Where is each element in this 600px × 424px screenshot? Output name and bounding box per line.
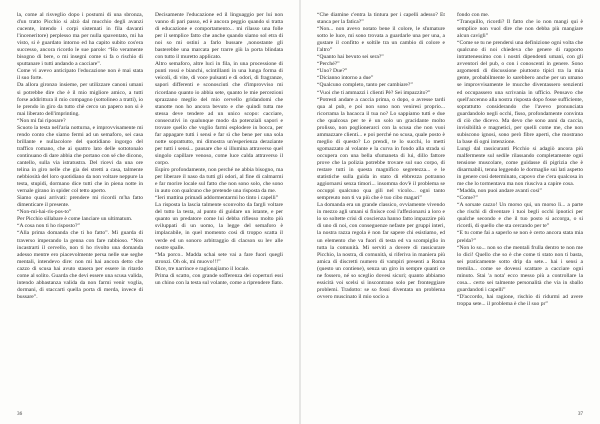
paragraph: “Come?”: [457, 195, 478, 202]
paragraph: “Che diamine c'entra la tintura per i capelli adesso? Et stanca per la fatica?”: [317, 12, 445, 26]
paragraph: “Potresti andare a caccia prima, o dopo, o avresse tardi qua al pub, e poi non sono non veniresi proprio... ricorrama la bacacca il tua no? Lo sappiamo tutti e due che qualcosa per te è un solo un gracidante molto prolisso, non poglionerarci con la scusa che non vuoi ammazzare clienti... e poi perché no scusa, quale posto è meglio di questo? Lo prendi, te lo succhi, lo metti sgomazzato al volante e la curva in fondo alla strada si occupera con una bella sfumaneta di lui, dillo fattore prove che la polizia potrebbe trovare sul suo corpo, di restare tutti in questa magnifico segretezza... e le statistiche sulla guida in stato di ebbrezza potranno aggiornarsi senza timori... insomma dov'è il problema se occuppi qualcuno qua gili nel vicolo... ogni tanto sempreuto non ti va più che è tuo cibo magari”: [317, 96, 445, 202]
left-page-column-2: [155, 12, 283, 408]
paragraph: “Ma porco.. Madda schai sete vai a fare fuori quegli stronzi. Oh ok, mi muovo!!!”: [155, 251, 283, 265]
paragraph: “Dicianno intorno a due”: [317, 75, 374, 82]
paragraph: “Non... non avevo notato bene il colore, le sfumature sotto le luce, mi sono trovata a guardarle una per una, a gustare il confitto e soltile tra un cambio di colore e l'altro”: [317, 26, 445, 54]
paragraph: Da allora gironzo insieme, per utilizzare canoni umani si potrebbe dire che è il mio migliore amico, a tutti forse addirittura il mio compagno (sottolineo a tratti), io le prendo in giro da tutto chè cerco un papero non si è mai liberato dell'imprinting.: [17, 82, 143, 117]
paragraph: “Quanto hai bevuto sei sera?”: [317, 54, 384, 61]
paragraph: Dice, tre narrince e ragionajiamo il locale.: [155, 265, 250, 272]
paragraph: la, come al risveglio dopo i postumi di una sbronza, d'un tratto Picchio si alzò dal mucchio degli avanzi cucente, intendo i corpi sistemati in fila davanti l'inceneritore) perplesso ma per nulla spaventato, mi ha visto, si è guardato intorno ed ha capito subito cos'era successo, ancora ricordo le sue parole: “Ho veramente bisogno di bere, o mi insegni come si fa o rischio di sputtanare i tutti andando a cacciare”.: [17, 12, 143, 68]
right-page-column-1: [317, 12, 445, 408]
paragraph: “E tu come fai a saperlo se non è certo ancora stata mia prelda?”: [457, 230, 583, 244]
paragraph: “A sorsate cazzo! Un morso qui, un morso lì... a parte che rischi di diventare i tuoi begli occhi ipnotici per qualche secondo e che il tuo posto si accorga, o si ricordi, di quello che sta cercando per te”: [457, 202, 583, 230]
paragraph: Prima di scatto, con grande sofferenza dei coperturi essi un chino con la testa sul volante, come a riprendere fiato.: [155, 272, 283, 286]
paragraph: “Non mi fai riposare?: [17, 117, 66, 124]
page-number-right: 37: [577, 411, 583, 417]
paragraph: La risposta la lascia talmente sconvolto da fargli voltare del tutto la testa, al punto di guidare un istante, e per quanto un predatore come lui debba riflesso molto più sviluppati di un uomo, la legge del semaforo è implacabile, in quel momento così di troppo scatta il verde ed un sonoro arbitraggio di clacson su lev alle nostre spalle.: [155, 202, 283, 251]
paragraph: “Alla prima domanda che ti ho fatto”. Mi guarda di traverso imperando la genna con fare rabbioso. “Non incastrarti il cervello, non ti ho rivolto una domanda adesso mentre ero piacevolmente persa nelle sue seghe mentali, intendevo dire: non mi hai ancora detto che cazzo di scusa hai avuto stasera per essere in ritardo come al solito. Guarda che devi essere una scusa valida, intendo abbastanza valida da non farmi venir voglia, dormani, di staccarti quella porta di merda, invece di bussare”.: [17, 230, 143, 300]
paragraph: “D'accordo, hai ragione, rischio di ridurmi ad avere troppa sete... il problema è che il suo pr”: [457, 293, 583, 307]
paragraph: Espiro profondamente, non perché ne abbia bisogno, ma per liberare il naso da tutti gli odori, al fine di calmarmi e far morire locale sul fatto che non sono solo, che sono in auto con qualcuno che pretende una risposta da me.: [155, 167, 283, 195]
paragraph: “Ieri mattina primadi addormentarmi ho tinto i capelli”: [155, 195, 279, 202]
page-number-left: 36: [17, 411, 23, 417]
paragraph: Altro semaforo, altre luci in fila, in una processione di punti rossi e bianchi, scintillanti in una lunga forma di veicoli, di vite, di voce pulsanti e di odori, di fragranze, sapori differenti e sconosciuti che d'improvviso mi ricordano quanto io abbia sete, quanto le mie percezioni sprazzano meglio del mio cervello gridandomi che stanotte non ho ancora bevuto e che quindi tutta me stessa deve tendere ad un unico scopo: cacciare, consecutivi in qualunque modo da potenziali sapori e trovare quello che voglio farmi esplodere in bocca, per far appagare tutti i sensi e far sì che bene per una sola notte soprattutto, mi dimostra un'esperienza deraziante per tutti i sensi... pausare che si illumina attraverso quel singolo capillare venoso, come luce calda attraverso il corpo.: [155, 61, 283, 166]
paragraph: Per Picchio sillabare è come lanciare un ultimatum.: [17, 216, 133, 223]
paragraph: “Come se tu ne prendersi una definizione ogni volta che qualcuno di noi chiedeva che genere di rapporto intrattenessimo con i nostri dipendenti umani, con gli avventori del pub, o con i conoscenti in genere. Sono argomenti di discussione piuttosto tipici tra la mia gente, probabilmente lo sarebbero anche per un umano se improvvisamente le mucche diventassero senzienti ed occupassero una scrivania in ufficio. Pensavo che quell'accenno alla nostra risposta dopo fosse sufficiente, soprattutto considerando che l'avevo pronunciata guardandolo negli occhi, fisso, profondamente convinta di ciò che dicevo. Ma devo che sono anni da caccia, invisibilità e magnetici, per quelli come me, che non subiscono ignosi, sono però fibre aperti, che mostrano la base di ogni intenzione.: [457, 40, 583, 145]
left-page-column-1: [17, 12, 143, 408]
paragraph: Siamo quasi arrivati: prendere mi ricordi m'ha fatto dimenticare il presente.: [17, 195, 143, 209]
paragraph: “Non lo so... non so che mentali frulla dentro te non me lo dici! Quello che so è che come ti stato non ti basta, sei praticamente sotto drip da sete... hai i sensi a tremila... come se dovessi scattare a cacciare ogni minuto. Stai 'a nota' ecco messo più a controllare la cosa... certo sei talmente personalità che via in sballo guardandoti i capelli”: [457, 244, 583, 293]
paragraph: “Non-mi-hai-ris-pos-to”: [17, 209, 72, 216]
paragraph: “Vuoi che ti ammazzi i clienti Pè? Sei impazzito?”: [317, 89, 431, 96]
paragraph: La domanda era un grande classico, ovviamente vivendo in mezzo agli umani si finisce così l'affezionarsi a loro e lo so soltette crisi di coscienza hanno fatto impazzire più di uno di noi, con conseguenze nefaste per gruppi interi, la nostra razza regola è non far sapere chi esistiamo, ed un elemento che va fuori di testa ed va scompiglio in tutta la comunità. Mi serviti a dovere di rassicurare Picchio, la nostra, di comunità, si riferiva in maniera più amica di discretti numero di vampiri presenti a Roma (questo un contiene), senza un giro in sempre quanti ce ne fossero, né so sceglio dovesi sicuri; quanto abbiamo essicità voi scelsi si inscontrano solo per fronteggiare problemi. Tradotto: se so fossi diventata un problema ovvero muscinato il mio socio a: [317, 202, 445, 300]
right-page-column-2: [457, 12, 583, 408]
paragraph: fondo con me.: [457, 12, 490, 18]
right-page: [300, 0, 600, 424]
paragraph: “Uno? Due?”: [317, 68, 348, 75]
paragraph: Lungi dal rassicuranti Picchio si adagiò ancora più malfermente sul sedile rilassando completamente ogni tensione muscolare, come guidasse di pigrizia che è disarmabili, tenna leggendo le dormaglie sui lati aspetto in genere così determinato, capovo che c'era qualcosa in me che lo tormentava ma non riusciva a capire cosa.: [457, 145, 583, 188]
paragraph: Come vi avevo anticipato l'educazione non è mai stata il suo forte.: [17, 68, 143, 82]
paragraph: “Qualcuno completo, tanto per cambiare?”: [317, 82, 413, 89]
paragraph: Decisamente l'educazione ed il linguaggio per lui non vanno di pari passo, ed è ancora peggio quando si tratta di educazione e comportamento... mi rilasso una folle per il semplice fatto che anche quando siamo sol etra di noi so mi ostini a farlo bussare ,nonostante gli basterebbe una marcata per trarre giù la porta blindata con tutto il muretto applicato.: [155, 12, 283, 61]
paragraph: “Madda, non puoi andare avanti così”: [457, 188, 542, 195]
paragraph: Scuoto la testa nell'aria notturna, e improvvisamente mi rendo conto che siamo fermi ad un semaforo, sei casa brillante e nullacolore del quotidiano ingorgo del traffico romano, che ai quattro lato delle sottotonalo continuano di dare abbia che portano con sé che dicono, cantello, sulla via istratustra. Del ricevi da una ore telina in giro nelle che gia dei stretti a casa, talmente nebbiosità del loro quotidiano da non voltare neppure la testa, stupidi, dormano dice tutti che in piena notte in vernale girano in spider col tetto aperto.: [17, 124, 143, 195]
paragraph: “A cosa non ti ho risposto?”: [17, 223, 80, 230]
paragraph: “Tranquillo, ricordi? Il fatto che io non mangi qui è semplice non vuol dire che non debba più mangiare alcun cavigli”: [457, 19, 583, 40]
paragraph: “Perché?”: [317, 61, 340, 68]
